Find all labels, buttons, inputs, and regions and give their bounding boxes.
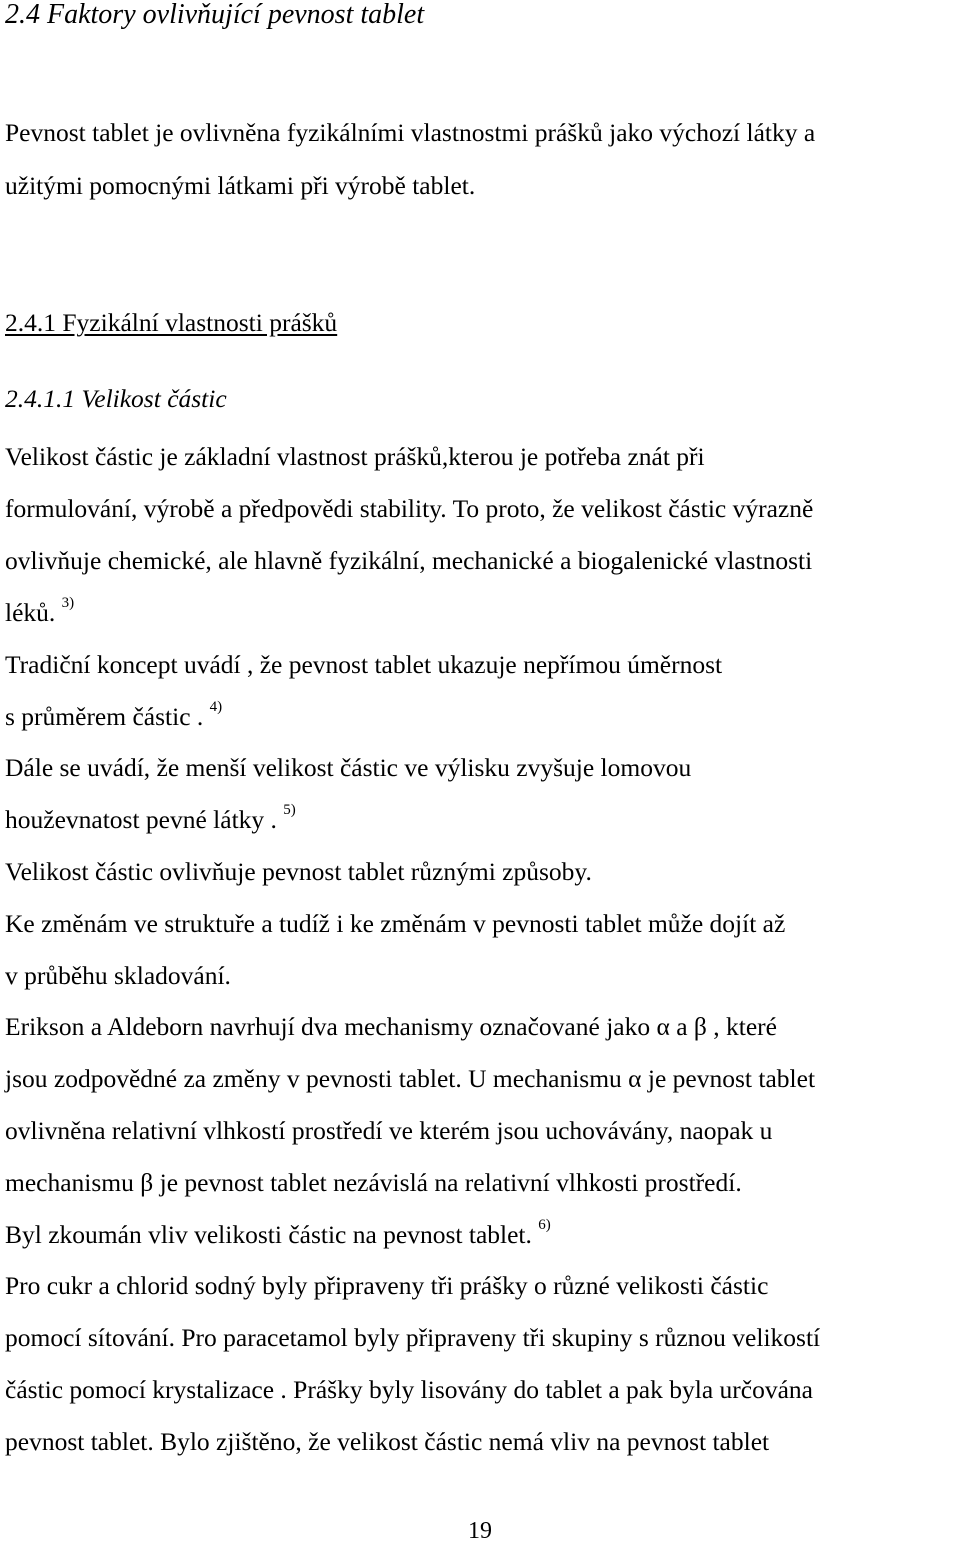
reference-marker: 6) [538, 1217, 551, 1233]
paragraph-line: pomocí sítování. Pro paracetamol byly připraveny tři skupiny s různou velikostí [5, 1323, 821, 1352]
paragraph-line: Velikost částic ovlivňuje pevnost tablet různými způsoby. [5, 857, 592, 886]
intro-line-1: Pevnost tablet je ovlivněna fyzikálními vlastnostmi prášků jako výchozí látky a [5, 118, 816, 147]
paragraph-text: houževnatost pevné látky . [5, 805, 277, 834]
paragraph-text: léků. [5, 598, 56, 627]
paragraph-line [5, 1217, 551, 1250]
paragraph-line: Tradiční koncept uvádí , že pevnost tablet ukazuje nepřímou úměrnost [5, 650, 723, 679]
paragraph-line: ovlivňuje chemické, ale hlavně fyzikální, mechanické a biogalenické vlastnosti [5, 546, 813, 575]
section-heading: 2.4 Faktory ovlivňující pevnost tablet [5, 0, 425, 30]
paragraph-line: v průběhu skladování. [5, 961, 231, 990]
subsection-heading: 2.4.1 Fyzikální vlastnosti prášků [5, 308, 338, 337]
paragraph-text: Byl zkoumán vliv velikosti částic na pevnost tablet. [5, 1220, 532, 1249]
paragraph-line: pevnost tablet. Bylo zjištěno, že velikost částic nemá vliv na pevnost tablet [5, 1427, 770, 1456]
reference-marker: 5) [283, 802, 296, 818]
paragraph-text: s průměrem částic . [5, 702, 204, 731]
paragraph-line [5, 595, 75, 628]
paragraph-line: Pro cukr a chlorid sodný byly připraveny tři prášky o různé velikosti částic [5, 1271, 769, 1300]
paragraph-line: Erikson a Aldeborn navrhují dva mechanismy označované jako α a β , které [5, 1012, 777, 1041]
paragraph-line: Dále se uvádí, že menší velikost částic ve výlisku zvyšuje lomovou [5, 753, 692, 782]
reference-marker: 4) [209, 699, 223, 715]
paragraph-line [5, 699, 223, 732]
reference-marker: 3) [61, 595, 75, 611]
paragraph-line: jsou zodpovědné za změny v pevnosti tablet. U mechanismu α je pevnost tablet [5, 1064, 816, 1093]
intro-line-2: užitými pomocnými látkami při výrobě tablet. [5, 171, 476, 200]
paragraph-line: Ke změnám ve struktuře a tudíž i ke změnám v pevnosti tablet může dojít až [5, 909, 786, 938]
paragraph-line [5, 802, 296, 835]
page-number: 19 [468, 1518, 492, 1544]
paragraph-line: Velikost částic je základní vlastnost prášků,kterou je potřeba znát při [5, 442, 705, 471]
paragraph-line: formulování, výrobě a předpovědi stability. To proto, že velikost částic výrazně [5, 494, 814, 523]
subsubsection-heading: 2.4.1.1 Velikost částic [5, 384, 227, 413]
paragraph-line: ovlivněna relativní vlhkostí prostředí ve kterém jsou uchovávány, naopak u [5, 1116, 773, 1145]
paragraph-line: mechanismu β je pevnost tablet nezávislá na relativní vlhkosti prostředí. [5, 1168, 742, 1197]
paragraph-line: částic pomocí krystalizace . Prášky byly lisovány do tablet a pak byla určována [5, 1375, 813, 1404]
